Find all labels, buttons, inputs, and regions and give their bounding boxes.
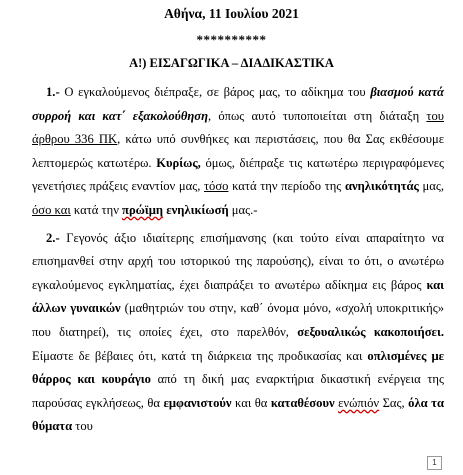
text-run-bold: και άλλων γυναικών — [32, 277, 444, 316]
text-run: από τη δική μας εναρκτήρια δικαστική ενέργεια της παρούσας εγκλήσεως, θα — [32, 372, 445, 410]
paragraph-number: 1.- — [46, 85, 60, 99]
text-run-bold: ανηλικότητάς — [344, 179, 419, 194]
text-run-bold: Κυρίως, — [156, 155, 201, 170]
text-run-spellcheck: ενώπιόν — [338, 395, 380, 410]
text-run-bold: εμφανιστούν — [163, 395, 232, 410]
text-run: κατά την — [70, 202, 123, 217]
text-run-underlined: τόσο — [203, 179, 229, 194]
text-run: , κάτω υπό συνθήκες και περιστάσεις, που θα Σας εκθέσουμε λεπτομερώς κατωτέρω. — [32, 132, 444, 170]
text-run: κατά την περίοδο της — [228, 179, 345, 194]
text-run: μας, — [418, 179, 444, 194]
text-run-bold: όλα τα θύματα — [32, 395, 444, 434]
text-run-bold: ενηλικίωσή — [163, 202, 229, 217]
text-run: Γεγονός άξιο ιδιαίτερης επισήμανσης (και τούτο είναι απαραίτητο να επισημανθεί στην αρχή του ιστορικού της παρούσης), είναι το ότι, ο ανωτέρω εγκαλούμενος εγκληματίας, έχει διαπράξει το ανωτέρω αδίκημα εις βάρος — [32, 230, 444, 292]
text-run: , όπως αυτό τυποποιείται στη διάταξη — [208, 108, 427, 123]
text-run: Σας, — [379, 395, 409, 410]
paragraph-number: 2.- — [46, 230, 60, 245]
text-run: μας.- — [228, 202, 258, 217]
page-number: 1 — [427, 456, 442, 470]
text-run: (μαθητριών του στην, καθ΄ όνομα μόνο, «σχολή υποκριτικής» που διατηρεί), τις οποίες έχει, στο παρελθόν, — [32, 301, 444, 339]
text-run-bold-spellcheck: πρώϊμη — [122, 202, 164, 217]
paragraph-1 — [32, 81, 444, 223]
text-run-bold: σεξουαλικώς κακοποιήσει. — [297, 324, 444, 339]
text-run-underlined: όσο και — [32, 202, 71, 217]
text-run: όμως, διέπραξε τις κατωτέρω περιγραφόμενες γενετήσιες πράξεις εναντίον μας, — [32, 155, 444, 194]
text-run: του — [72, 419, 93, 434]
text-run: Είμαστε δε βέβαιες ότι, κατά τη διάρκεια της προδικασίας και — [32, 348, 368, 363]
text-run-bold-italic: βιασμού κατά συρροή και κατ΄ εξακολούθηση — [32, 85, 444, 123]
section-title: Α!) ΕΙΣΑΓΩΓΙΚΑ – ΔΙΑΔΙΚΑΣΤΙΚΑ — [129, 56, 334, 70]
text-run-bold: καταθέσουν — [270, 395, 335, 410]
paragraph-2 — [32, 227, 444, 439]
text-run: Ο εγκαλούμενος διέπραξε, σε βάρος μας, το αδίκημα του — [59, 85, 371, 99]
separator-stars: ********** — [196, 32, 267, 47]
document-body — [32, 81, 444, 439]
text-run-underlined: του άρθρου 336 ΠΚ — [32, 108, 444, 147]
text-run-bold: οπλισμένες με θάρρος και κουράγιο — [32, 348, 444, 387]
document-date: Αθήνα, 11 Ιουλίου 2021 — [164, 6, 299, 21]
text-run: και θα — [231, 395, 271, 410]
